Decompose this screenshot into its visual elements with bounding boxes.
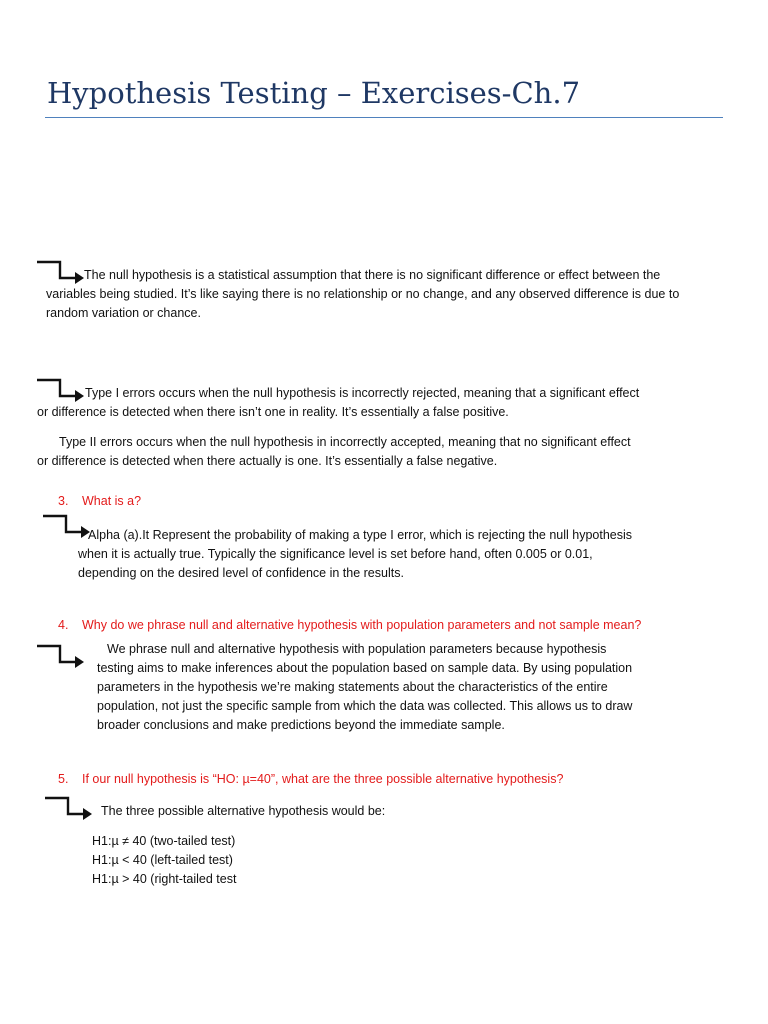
question-number: 4.: [58, 618, 69, 632]
question-text: What is a?: [82, 494, 142, 508]
answer-3-line: Alpha (a).It Represent the probability of making a type I error, which is rejecting the null hypothesis: [88, 528, 633, 542]
answer-4: [97, 640, 632, 735]
answer-1-line: random variation or chance.: [46, 306, 201, 320]
question-text: If our null hypothesis is “HO: µ=40”, what are the three possible alternative hypothesis?: [82, 772, 564, 786]
question-4: [58, 616, 641, 635]
step-arrow-icon: [44, 794, 94, 820]
title-underline: [45, 117, 723, 118]
answer-4-line: testing aims to make inferences about the population based on sample data. By using population: [97, 661, 633, 675]
answer-4-line: We phrase null and alternative hypothesis with population parameters because hypothesis: [107, 642, 607, 656]
answer-3-line: depending on the desired level of confidence in the results.: [78, 566, 404, 580]
answer-2-type-1: [37, 384, 639, 422]
answer-2-line: Type II errors occurs when the null hypothesis in incorrectly accepted, meaning that no significant effect: [59, 435, 631, 449]
alternative-hypothesis-item: H1:µ > 40 (right-tailed test: [92, 872, 237, 886]
answer-3: [78, 526, 632, 583]
answer-2-line: Type I errors occurs when the null hypothesis is incorrectly rejected, meaning that a significant effect: [85, 386, 640, 400]
alternative-hypothesis-item: H1:µ ≠ 40 (two-tailed test): [92, 834, 236, 848]
question-text: Why do we phrase null and alternative hypothesis with population parameters and not sample mean?: [82, 618, 642, 632]
answer-2-type-2: [37, 433, 631, 471]
alternative-hypothesis-list: [92, 832, 236, 889]
step-arrow-icon: [36, 642, 86, 668]
alternative-hypothesis-item: H1:µ < 40 (left-tailed test): [92, 853, 233, 867]
answer-2-line: or difference is detected when there isn’t one in reality. It’s essentially a false positive.: [37, 405, 509, 419]
answer-5-intro: The three possible alternative hypothesis would be:: [101, 804, 386, 818]
answer-3-line: when it is actually true. Typically the significance level is set before hand, often 0.005 or 0.01,: [78, 547, 593, 561]
page-title: Hypothesis Testing – Exercises-Ch.7: [47, 76, 581, 110]
answer-1: [46, 266, 679, 323]
answer-4-line: parameters in the hypothesis we’re making statements about the characteristics of the entire: [97, 680, 608, 694]
question-number: 3.: [58, 494, 69, 508]
answer-1-line: The null hypothesis is a statistical assumption that there is no significant difference or effect between the: [84, 268, 661, 282]
answer-1-line: variables being studied. It’s like saying there is no relationship or no change, and any observed difference is due to: [46, 287, 680, 301]
answer-2-line: or difference is detected when there actually is one. It’s essentially a false negative.: [37, 454, 498, 468]
answer-4-line: broader conclusions and make predictions beyond the immediate sample.: [97, 718, 505, 732]
question-5: [58, 770, 563, 789]
question-number: 5.: [58, 772, 69, 786]
question-3: [58, 492, 141, 511]
answer-4-line: population, not just the specific sample from which the data was collected. This allows us to draw: [97, 699, 633, 713]
